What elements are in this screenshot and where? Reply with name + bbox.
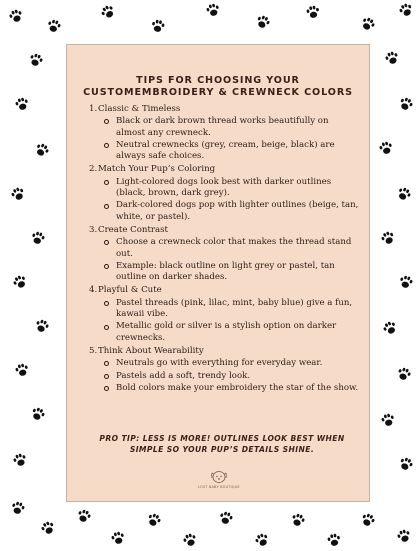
- list-item: Dark-colored dogs pop with lighter outlines (beige, tan, white, or pastel).: [98, 200, 359, 223]
- paw-print-icon: [378, 410, 398, 430]
- paw-print-icon: [31, 139, 53, 161]
- section-3: [89, 225, 359, 283]
- tips-card: [66, 44, 370, 502]
- paw-print-icon: [97, 1, 119, 23]
- section-heading: [89, 285, 359, 296]
- list-item: Light-colored dogs look best with darker outlines (black, brown, dark grey).: [98, 177, 359, 200]
- section-heading: [89, 225, 359, 236]
- paw-print-icon: [396, 272, 416, 292]
- paw-print-icon: [108, 528, 128, 548]
- paw-print-icon: [26, 50, 47, 71]
- paw-print-icon: [216, 508, 236, 528]
- paw-print-icon: [149, 17, 168, 36]
- list-item: Neutral crewnecks (grey, cream, beige, black) are always safe choices.: [98, 140, 359, 163]
- list-item: Metallic gold or silver is a stylish option on darker crewnecks.: [98, 321, 359, 344]
- list-item: Neutrals go with everything for everyday wear.: [98, 358, 359, 369]
- dog-logo-icon: [191, 467, 247, 487]
- section-2: [89, 164, 359, 222]
- list-item: Pastels add a soft, trendy look.: [98, 371, 359, 382]
- paw-print-icon: [12, 360, 32, 380]
- paw-print-icon: [6, 6, 27, 27]
- paw-print-icon: [9, 271, 31, 293]
- paw-print-icon: [357, 509, 378, 530]
- paw-print-icon: [288, 510, 309, 531]
- section-heading: [89, 104, 359, 115]
- list-item: Choose a crewneck color that makes the thread stand out.: [98, 237, 359, 260]
- paw-print-icon: [37, 517, 58, 538]
- section-number: 1.: [89, 104, 98, 114]
- paw-print-icon: [376, 138, 396, 158]
- section-title: Match Your Pup’s Coloring: [98, 164, 216, 175]
- paw-print-icon: [304, 3, 323, 22]
- paw-print-icon: [394, 364, 415, 385]
- section-number: 2.: [89, 164, 98, 175]
- section-4: [89, 285, 359, 343]
- paw-print-icon: [32, 316, 53, 337]
- paw-print-icon: [379, 317, 401, 339]
- paw-print-icon: [252, 11, 273, 32]
- paw-print-icon: [10, 450, 31, 471]
- paw-print-icon: [377, 227, 398, 248]
- section-5: [89, 346, 359, 394]
- section-heading: [89, 346, 359, 357]
- section-title: Playful & Cute: [98, 285, 162, 296]
- list-item: Bold colors make your embroidery the star of the show.: [98, 383, 359, 394]
- section-title: Classic & Timeless: [98, 104, 181, 114]
- brand-logo: [191, 467, 247, 497]
- paw-print-icon: [12, 94, 32, 114]
- paw-print-icon: [395, 0, 416, 21]
- paw-print-icon: [325, 531, 344, 550]
- paw-print-icon: [203, 0, 223, 20]
- paw-print-icon: [251, 529, 272, 550]
- tips-list: [89, 102, 359, 394]
- page-title: TIPS FOR CHOOSING YOUR CUSTOMEMBROIDERY & CREWNECK COLORS: [83, 75, 353, 98]
- paw-print-icon: [180, 530, 201, 551]
- paw-print-icon: [28, 228, 48, 248]
- list-item: Pastel threads (pink, lilac, mint, baby blue) give a fun, kawaii vibe.: [98, 298, 359, 321]
- paw-print-icon: [395, 453, 416, 474]
- pro-tip: PRO TIP: LESS IS MORE! OUTLINES LOOK BEST WHEN SIMPLE SO YOUR PUP’S DETAILS SHINE.: [99, 434, 345, 454]
- section-heading: [89, 164, 359, 175]
- logo-text: LOST BABY BOUTIQUE: [198, 485, 240, 489]
- paw-print-icon: [74, 506, 95, 527]
- paw-print-icon: [395, 93, 416, 114]
- paw-print-icon: [44, 16, 64, 36]
- section-title: Create Contrast: [98, 224, 168, 235]
- section-number: 3.: [89, 224, 98, 235]
- section-number: 4.: [89, 285, 98, 296]
- paw-print-icon: [393, 183, 415, 205]
- paw-print-icon: [357, 13, 379, 35]
- paw-print-icon: [394, 526, 415, 547]
- section-number: 5.: [89, 345, 98, 356]
- section-1: [89, 104, 359, 162]
- paw-print-icon: [8, 498, 28, 518]
- paw-print-icon: [143, 509, 164, 530]
- list-item: Black or dark brown thread works beautifully on almost any crewneck.: [98, 116, 359, 139]
- paw-print-icon: [7, 183, 28, 204]
- section-title: Think About Wearability: [98, 345, 204, 356]
- list-item: Example: black outline on light grey or pastel, tan outline on darker shades.: [98, 261, 359, 284]
- paw-print-icon: [382, 48, 403, 69]
- paw-print-icon: [27, 403, 48, 424]
